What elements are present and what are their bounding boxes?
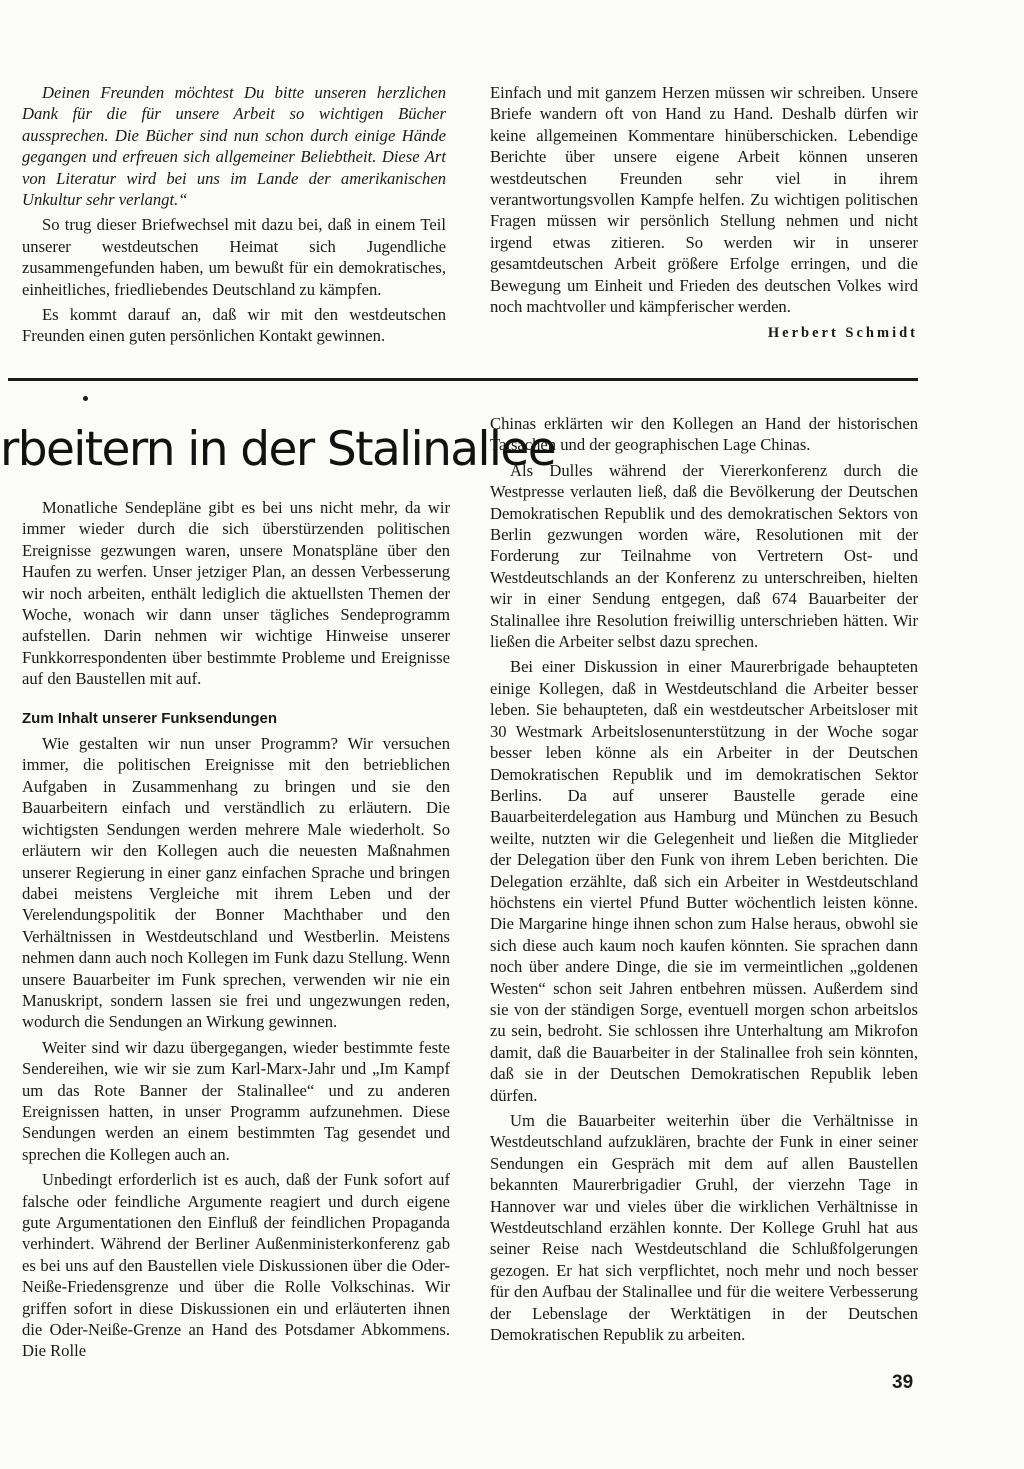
paragraph: Wie gestalten wir nun unser Programm? Wir versuchen immer, die politischen Ereignisse mit den betrieblichen Aufgaben in Zusammenhang zu bringen und sie den Bauarbeitern einfach und verständlich zu erläutern. Die wichtigsten Sendungen werden mehrere Male wiederholt. So erläutern wir den Kollegen auch die neuesten Maßnahmen unserer Regierung in einer ganz einfachen Sprache und bringen dabei meistens Vergleiche mit ihrem Leben und der Verelendungspolitik der Bonner Machthaber und den Verhältnissen in Westdeutschland und Westberlin. Meistens nehmen dann auch noch Kollegen im Funk dazu Stellung. Wenn unsere Bauarbeiter im Funk sprechen, verwenden wir nie ein Manuskript, sondern lassen sie frei und ungezwungen reden, wodurch die Sendungen an Wirkung gewinnen. <box>22 734 450 1032</box>
page-number: 39 <box>892 1372 914 1393</box>
bottom-right-column <box>490 413 918 1345</box>
paragraph: Als Dulles während der Viererkonferenz durch die Westpresse verlauten ließ, daß die Bevölkerung der Deutschen Demokratischen Republik und des demokratischen Sektors von Berlin gezwungen worden wäre, Resolutionen mit der Forderung zur Teilnahme von Vertretern Ost- und Westdeutschlands an der Konferenz zu unterschreiben, hielten wir in einer Sendung entgegen, daß 674 Bauarbeiter der Stalinallee ihre Resolution freiwillig unterschrieben hätten. Wir ließen die Arbeiter selbst dazu sprechen. <box>490 460 918 652</box>
paragraph: Einfach und mit ganzem Herzen müssen wir schreiben. Unsere Briefe wandern oft von Hand zu Hand. Deshalb dürfen wir keine allgemeinen Kommentare hinüberschicken. Lebendige Berichte über unsere eigene Arbeit können unseren westdeutschen Freunden sehr viel in ihrem verantwortungsvollen Kampfe helfen. Zu wichtigen politischen Fragen müssen wir persönlich Stellung nehmen und nicht irgend etwas zitieren. So werden wir in unserer gesamtdeutschen Arbeit größere Erfolge erringen, und die Bewegung um Einheit und Frieden des deutschen Volkes wird noch machtvoller und kämpferischer werden. <box>490 83 918 317</box>
paragraph: Weiter sind wir dazu übergegangen, wieder bestimmte feste Sendereihen, wie wir sie zum Karl-Marx-Jahr und „Im Kampf um das Rote Banner der Stalinallee“ und zu anderen Ereignissen hatten, in unser Programm aufzunehmen. Diese Sendungen werden an einem bestimmten Tag gesendet und sprechen die Kollegen auch an. <box>22 1037 450 1164</box>
paragraph: Bei einer Diskussion in einer Maurerbrigade behaupteten einige Kollegen, daß in Westdeutschland die Arbeiter besser leben. Sie behaupteten, daß ein westdeutscher Arbeitsloser mit 30 Westmark Arbeitslosenunterstützung in der Woche sogar besser leben könne als ein Arbeiter in der Deutschen Demokratischen Republik und im demokratischen Sektor Berlins. Da auf unserer Baustelle gerade eine Bauarbeiterdelegation aus Hamburg und München zu Besuch weilte, nutzten wir die Gelegenheit und ließen die Mitglieder der Delegation über den Funk von ihrem Leben berichten. Die Delegation erzählte, daß sich ein Arbeiter in Westdeutschland höchstens ein viertel Pfund Butter wöchentlich leisten könne. Die Margarine hinge ihnen schon zum Halse heraus, obwohl sie sich diese auch kaum noch kaufen könnten. Sie sprachen dann noch über andere Dinge, die sie im vermeintlichen „goldenen Westen“ schon seit Jahren entbehren müssen. Außerdem sind sie von der ständigen Sorge, eventuell morgen schon arbeitslos zu sein, bedroht. Sie schlossen ihre Unterhaltung am Mikrofon damit, daß die Bauarbeiter in der Stalinallee froh sein könnten, daß sie in der Deutschen Demokratischen Republik leben dürfen. <box>490 657 918 1105</box>
section-divider <box>8 378 918 381</box>
top-right-column <box>490 82 918 345</box>
letter-quote: Deinen Freunden möchtest Du bitte unseren herzlichen Dank für die für unsere Arbeit so wichtigen Bücher aussprechen. Die Bücher sind nun schon durch einige Hände gegangen und erfreuen sich allgemeiner Beliebtheit. Diese Art von Literatur wird bei uns im Lande der amerikanischen Unkultur sehr verlangt.“ <box>22 83 446 210</box>
bottom-left-column <box>22 497 450 1362</box>
paragraph: Es kommt darauf an, daß wir mit den westdeutschen Freunden einen guten persönlichen Kontakt gewinnen. <box>22 305 446 346</box>
author-signature: Herbert Schmidt <box>767 325 918 342</box>
top-left-column <box>22 82 446 347</box>
paragraph: Um die Bauarbeiter weiterhin über die Verhältnisse in Westdeutschland aufzuklären, brachte der Funk in einer seiner Sendungen ein Gespräch mit dem auf allen Baustellen bekannten Maurerbrigadier Gruhl, der vierzehn Tage in Hannover war und vieles über die wirklichen Verhältnisse in Westdeutschland erzählen konnte. Der Kollege Gruhl hat aus seiner Reise nach Westdeutschland die Schlußfolgerungen gezogen. Er hat sich verpflichtet, noch mehr und noch besser für den Aufbau der Stalinallee und für die weitere Verbesserung der Lebenslage der Werktätigen in der Deutschen Demokratischen Republik zu arbeiten. <box>490 1111 918 1345</box>
section-subheading: Zum Inhalt unserer Funksendungen <box>22 709 278 727</box>
paragraph: Unbedingt erforderlich ist es auch, daß der Funk sofort auf falsche oder feindliche Argumente reagiert und durch eigene gute Argumentationen den Einfluß der feindlichen Propaganda verhindert. Während der Berliner Außenministerkonferenz gab es bei uns auf den Baustellen viele Diskussionen über die Oder-Neiße-Friedensgrenze und über die Rolle Volkschinas. Wir griffen sofort in diese Diskussionen ein und erläuterten ihnen die Oder-Neiße-Grenze an Hand des Potsdamer Abkommens. Die Rolle <box>22 1170 450 1361</box>
paragraph: Monatliche Sendepläne gibt es bei uns nicht mehr, da wir immer wieder durch die sich überstürzenden politischen Ereignisse gezwungen waren, unsere Monatspläne über den Haufen zu werfen. Unser jetziger Plan, an dessen Verbesserung wir noch arbeiten, enthält lediglich die aktuellsten Themen der Woche, wonach wir dann unser tägliches Sendeprogramm aufstellen. Darin nehmen wir wichtige Hinweise unserer Funkkorrespondenten über bestimmte Probleme und Ereignisse auf den Baustellen mit auf. <box>22 498 450 689</box>
paragraph: Chinas erklärten wir den Kollegen an Hand der historischen Tatsachen und der geographischen Lage Chinas. <box>490 414 918 455</box>
bullet-mark <box>83 396 88 401</box>
paragraph: So trug dieser Briefwechsel mit dazu bei, daß in einem Teil unserer westdeutschen Heimat sich Jugendliche zusammengefunden haben, um bewußt für ein demokratisches, einheitliches, friedliebendes Deutschland zu kämpfen. <box>22 215 446 299</box>
article-headline: rbeitern in der Stalinallee <box>0 422 556 477</box>
